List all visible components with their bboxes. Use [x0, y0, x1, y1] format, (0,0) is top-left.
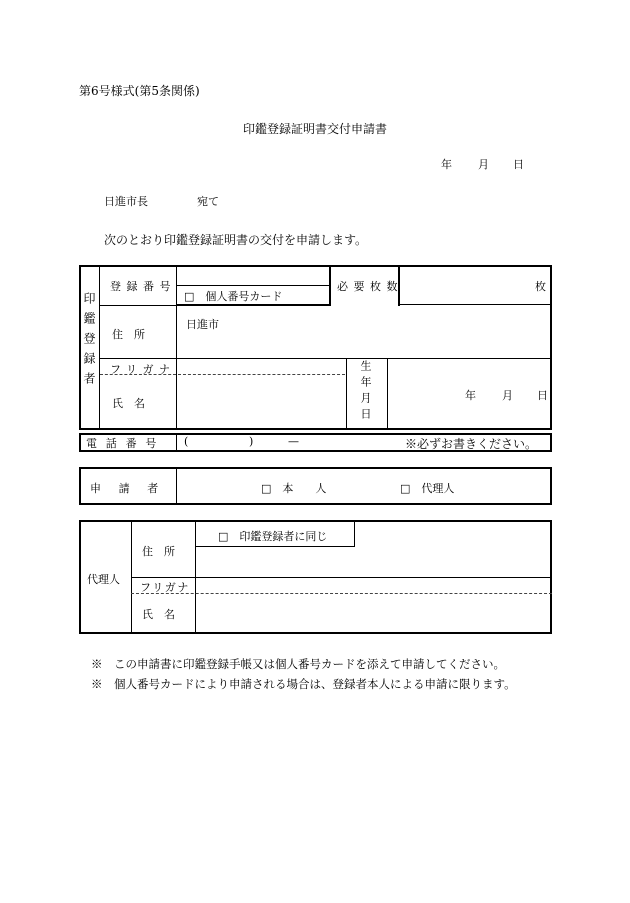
- proxy-label: 代理人: [87, 573, 120, 586]
- registrant-section-label: 印鑑登録者: [82, 292, 96, 392]
- copies-label: 必要枚数: [337, 280, 403, 293]
- same-as-registrant-checkbox[interactable]: □ 印鑑登録者に同じ: [218, 530, 328, 543]
- furigana-label: フリガナ: [110, 363, 176, 376]
- applicant-proxy-checkbox[interactable]: □ 代理人: [400, 482, 455, 495]
- intro-text: 次のとおり印鑑登録証明書の交付を申請します。: [104, 233, 368, 247]
- date-year-label: 年: [441, 158, 452, 171]
- addressee-to: 宛て: [197, 195, 219, 208]
- birth-day-label: 日: [537, 389, 548, 402]
- copies-unit: 枚: [535, 280, 546, 293]
- phone-label: 電話番号: [86, 437, 166, 450]
- birth-month-label: 月: [502, 389, 513, 402]
- note-2: ※ 個人番号カードにより申請される場合は、登録者本人による申請に限ります。: [91, 677, 516, 691]
- birth-year-label: 年: [465, 389, 476, 402]
- addressee-mayor: 日進市長: [104, 195, 148, 208]
- form-number: 第6号様式(第5条関係): [79, 84, 200, 98]
- proxy-name-label: 氏 名: [142, 608, 175, 621]
- note-1: ※ この申請書に印鑑登録手帳又は個人番号カードを添えて申請してください。: [91, 657, 505, 671]
- address-label: 住 所: [112, 328, 145, 341]
- date-month-label: 月: [478, 158, 489, 171]
- applicant-self-checkbox[interactable]: □ 本 人: [261, 482, 327, 495]
- phone-open-paren: (: [184, 435, 189, 448]
- form-title: 印鑑登録証明書交付申請書: [243, 122, 388, 136]
- phone-note: ※必ずお書きください。: [405, 437, 538, 451]
- date-day-label: 日: [513, 158, 524, 171]
- phone-dash: —: [288, 435, 299, 448]
- applicant-label: 申請者: [90, 482, 176, 495]
- proxy-furigana-label: フリガナ: [140, 581, 191, 594]
- address-value: 日進市: [186, 318, 219, 331]
- birth-date-label: 生年月日: [359, 360, 372, 424]
- proxy-address-label: 住 所: [142, 545, 175, 558]
- phone-close-paren: ): [249, 435, 254, 448]
- my-number-card-checkbox[interactable]: □ 個人番号カード: [184, 290, 283, 303]
- reg-number-label: 登録番号: [110, 280, 176, 293]
- name-label: 氏 名: [112, 397, 145, 410]
